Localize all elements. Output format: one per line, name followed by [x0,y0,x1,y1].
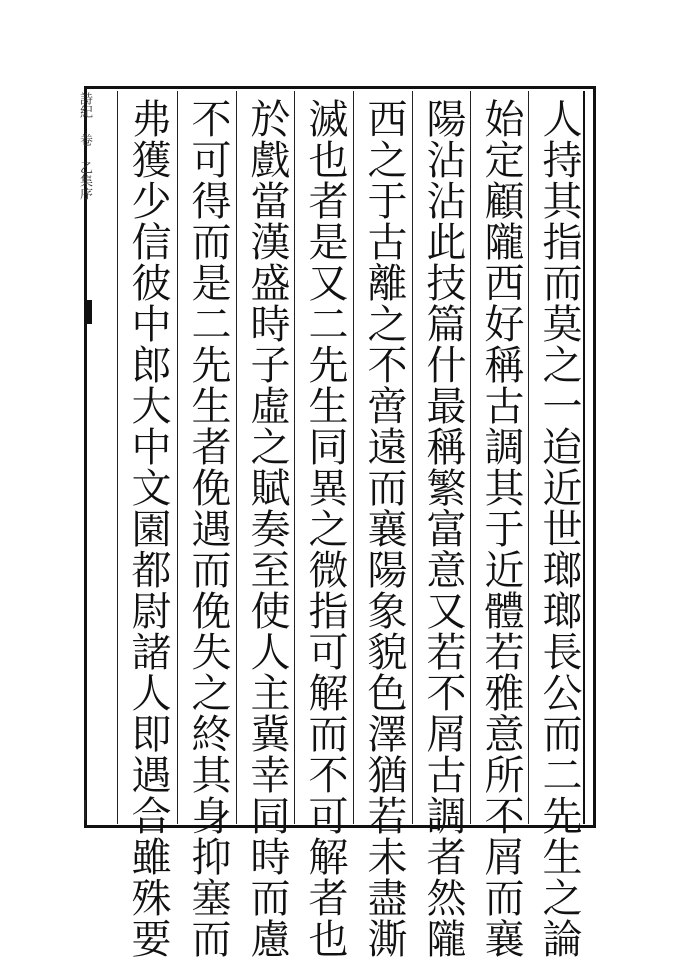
column-divider [236,91,237,824]
margin-label: 詩紀 卷 乙集序 [77,92,92,200]
column-divider [470,91,471,824]
column-divider [294,91,295,824]
column-divider [353,91,354,824]
column-divider [177,91,178,824]
text-column-6: 於戲當漢盛時子虛之賦奏至使人主冀幸同時而慮 [244,98,290,959]
text-column-1: 人持其指而莫之一迨近世瑯瑯長公而二先生之論 [536,98,582,959]
text-column-5: 滅也者是又二先生同異之微指可解而不可解者也 [302,98,348,959]
text-column-3: 陽沾沾此技篇什最稱繁富意又若不屑古調者然隴 [420,98,466,959]
text-column-2: 始定顧隴西好稱古調其于近體若雅意所不屑而襄 [478,98,524,959]
text-column-7: 不可得而是二先生者俛遇而俛失之終其身抑塞而 [185,98,231,959]
fish-tail-mark [84,300,92,324]
column-divider [528,91,529,824]
column-divider [412,91,413,824]
text-column-8: 弗獲少信彼中郎大中文園都尉諸人即遇合雖殊要 [125,98,171,959]
text-column-4: 西之于古離之不啻遠而襄陽象貌色澤猶若未盡澌 [361,98,407,959]
column-divider [117,91,118,824]
margin-bracket [84,800,96,820]
